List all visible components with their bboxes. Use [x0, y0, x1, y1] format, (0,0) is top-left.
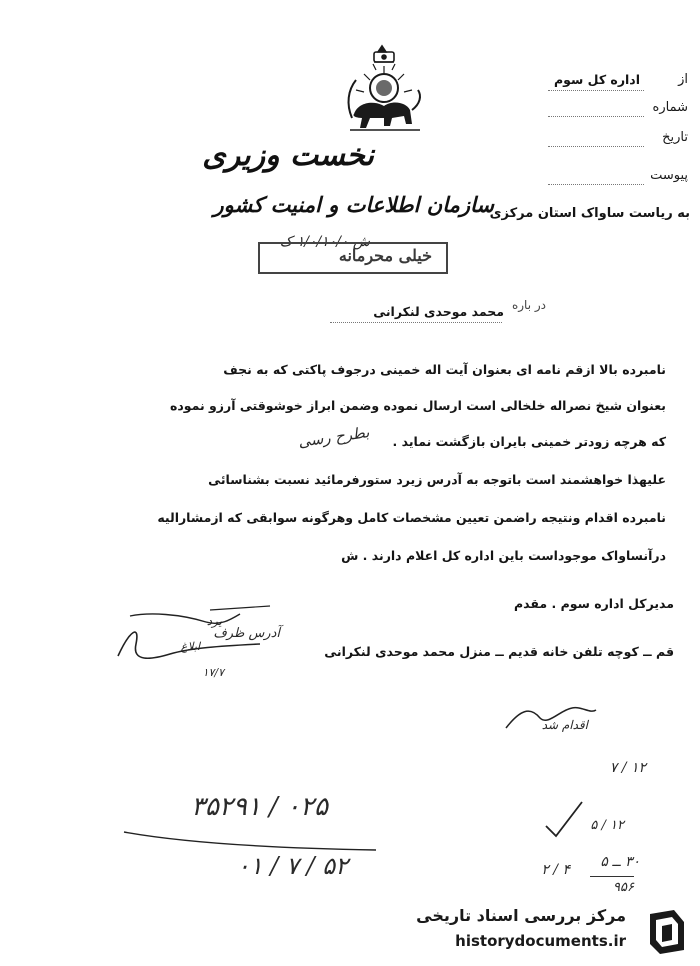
date-label: تاریخ	[662, 130, 688, 145]
watermark-name: مرکز بررسی اسناد تاریخی	[416, 906, 626, 925]
subject-value: محمد موحدی لنکرانی	[373, 304, 504, 319]
initials-small: ۱۷/۷	[202, 666, 224, 679]
date-dotted-line	[548, 146, 644, 147]
body-line-6: درآنساواک موجوداست باین اداره کل اعلام دارند . ش	[341, 548, 666, 563]
to-label: از	[678, 72, 688, 87]
check-mark	[540, 796, 588, 844]
to-dotted-line	[548, 90, 644, 91]
signature-title: مدیرکل اداره سوم . مقدم	[514, 596, 674, 611]
letterhead-title: نخست وزیری	[202, 138, 374, 173]
to-value: اداره کل سوم	[554, 72, 640, 87]
letterhead-organization: سازمان اطلاعات و امنیت کشور	[213, 192, 494, 217]
mid-right-mark: ۱۲ / ۵	[590, 818, 624, 833]
bottom-code-divider	[590, 876, 634, 877]
side-note-1: یرد	[206, 614, 222, 628]
signature-scribble-left	[110, 600, 290, 672]
bottom-mark: ۴ / ۲	[541, 862, 570, 878]
watermark-url: historydocuments.ir	[455, 932, 626, 950]
number-dotted-line	[548, 116, 644, 117]
margin-note: بطرح رسی	[297, 423, 371, 451]
body-line-2: بعنوان شیخ نصراله خلخالی است ارسال نموده وضمن ابراز خوشوقتی آرزو نموده	[169, 398, 666, 413]
address-line: قم ــ کوچه تلفن خانه قدیم ــ منزل محمد موحدی لنکرانی	[324, 644, 674, 659]
body-line-4: علیهذا خواهشمند است باتوجه به آدرس زیرد ستورفرمائید نسبت بشناسائی	[208, 472, 666, 487]
sig-right-number: ۱۲ / ۷	[609, 760, 646, 776]
book-page-logo-icon	[640, 904, 692, 956]
classification-stamp-text: خیلی محرمانه	[338, 246, 432, 265]
body-line-3: که هرچه زودتر خمینی بایران بازگشت نماید .	[392, 434, 666, 449]
subject-label: در باره	[511, 298, 546, 312]
body-line-1: نامبرده بالا ازقم نامه ای بعنوان آیت اله خمینی درجوف پاکتی که به نجف	[223, 362, 666, 377]
recipient-line: به ریاست ساواک استان مرکزی	[489, 206, 690, 221]
big-number: ۰۲۵ / ۳۵۲۹۱	[190, 792, 328, 822]
address-hand-note: آدرس ظرف	[213, 626, 280, 641]
body-line-5: نامبرده اقدام ونتیجه راضمن تعیین مشخصات کامل وهرگونه سوابقی که ازمشارالیه	[157, 510, 666, 525]
number-label: شماره	[652, 100, 688, 115]
lion-and-sun-crown-emblem	[340, 44, 428, 136]
attachment-label: پیوست	[650, 168, 688, 183]
date-number: ۵۲ / ۷ / ۰۱	[236, 852, 348, 880]
bottom-code-2: ۹۵۶	[613, 880, 634, 895]
sig-right-text: اقدام شد	[541, 718, 588, 732]
side-note-2: ابلاغ	[180, 640, 200, 653]
attachment-dotted-line	[548, 184, 644, 185]
bottom-code-1: ۳۰ ــ ۵	[600, 854, 640, 870]
watermark	[406, 900, 696, 962]
subject-dotted-line	[330, 322, 502, 323]
reference-number: ش ۱/۰/۱۰/۰ ک	[279, 234, 370, 250]
